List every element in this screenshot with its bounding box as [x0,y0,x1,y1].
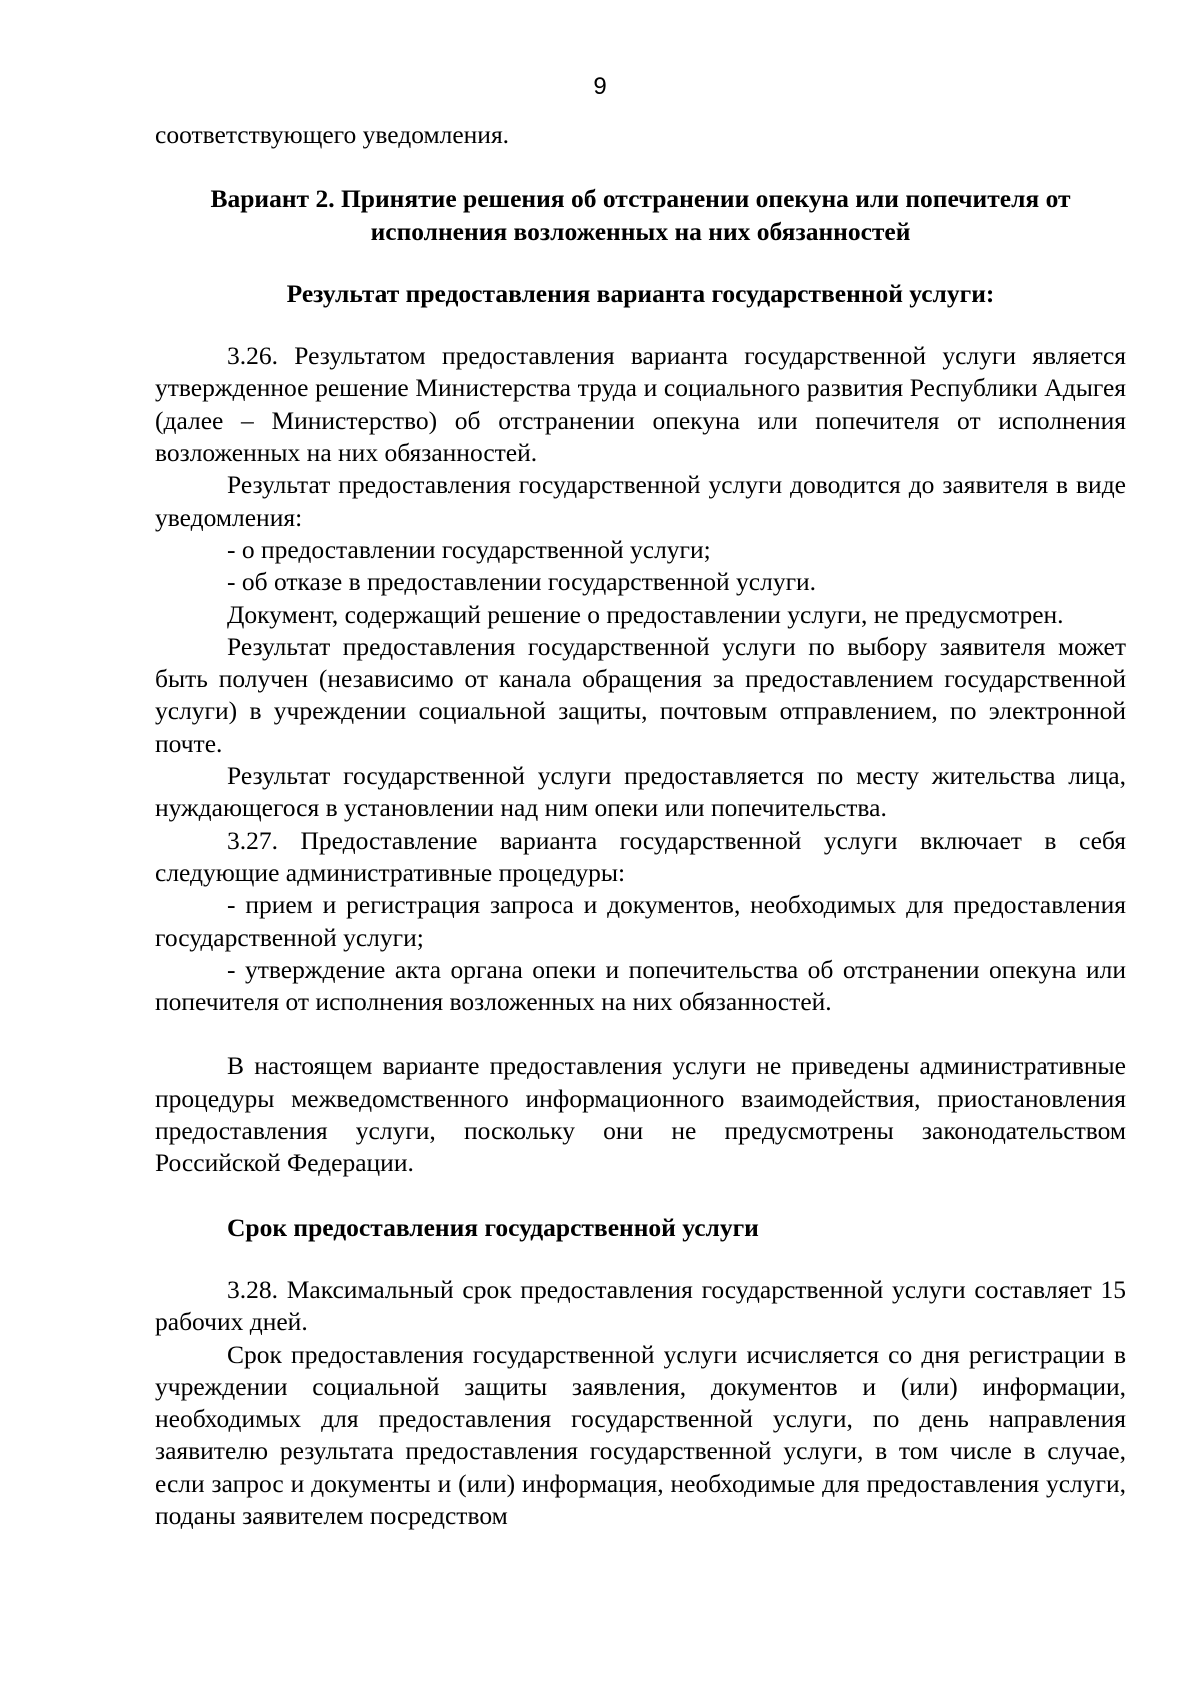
paragraph-result-notice: Результат предоставления государственной услуги доводится до заявителя в виде уведомления: [155,470,1126,532]
intro-line: соответствующего уведомления. [155,120,510,149]
variant-title: Вариант 2. Принятие решения об отстранении опекуна или попечителя от исполнения возложенных на них обязанностей [210,184,1071,246]
paragraph-note: В настоящем варианте предоставления услуги не приведены административные процедуры межведомственного информационного взаимодействия, приостановления предоставления услуги, поскольку они не предусмотрены законодательством Российской Федерации. [155,1051,1126,1178]
list-item: - о предоставлении государственной услуги; [227,534,711,564]
paragraph-term-calculation: Срок предоставления государственной услуги исчисляется со дня регистрации в учреждении социальной защиты заявления, документов и (или) информации, необходимых для предоставления государственной услуги, по день направления заявителю результата предоставления государственной услуги, в том числе в случае, если запрос и документы и (или) информация, необходимые для предоставления услуги, поданы заявителем посредством [155,1339,1126,1530]
paragraph-3-27: 3.27. Предоставление варианта государственной услуги включает в себя следующие административные процедуры: [155,825,1126,887]
paragraph-3-26: 3.26. Результатом предоставления варианта государственной услуги является утвержденное решение Министерства труда и социального развития Республики Адыгея (далее – Министерство) об отстранении опекуна или попечителя от исполнения возложенных на них обязанностей. [155,341,1126,468]
list-item: - об отказе в предоставлении государственной услуги. [227,567,817,597]
paragraph-document-decision: Документ, содержащий решение о предоставлении услуги, не предусмотрен. [227,599,1064,629]
list-item: - утверждение акта органа опеки и попечительства об отстранении опекуна или попечителя от исполнения возложенных на них обязанностей. [155,954,1126,1017]
paragraph-result-channels: Результат предоставления государственной услуги по выбору заявителя может быть получен (независимо от канала обращения за предоставлением государственной услуги) в учреждении социальной защиты, почтовым отправлением, по электронной почте. [155,631,1126,758]
term-section-heading: Срок предоставления государственной услуги [227,1212,759,1242]
list-item: - прием и регистрация запроса и документов, необходимых для предоставления государственной услуги; [155,890,1126,952]
document-body [155,119,1126,1532]
paragraph-result-place: Результат государственной услуги предоставляется по месту жительства лица, нуждающегося в установлении над ним опеки или попечительства. [155,761,1126,823]
page-number: 9 [593,73,607,100]
paragraph-3-28: 3.28. Максимальный срок предоставления государственной услуги составляет 15 рабочих дней. [155,1274,1126,1337]
result-section-heading: Результат предоставления варианта государственной услуги: [286,278,995,308]
